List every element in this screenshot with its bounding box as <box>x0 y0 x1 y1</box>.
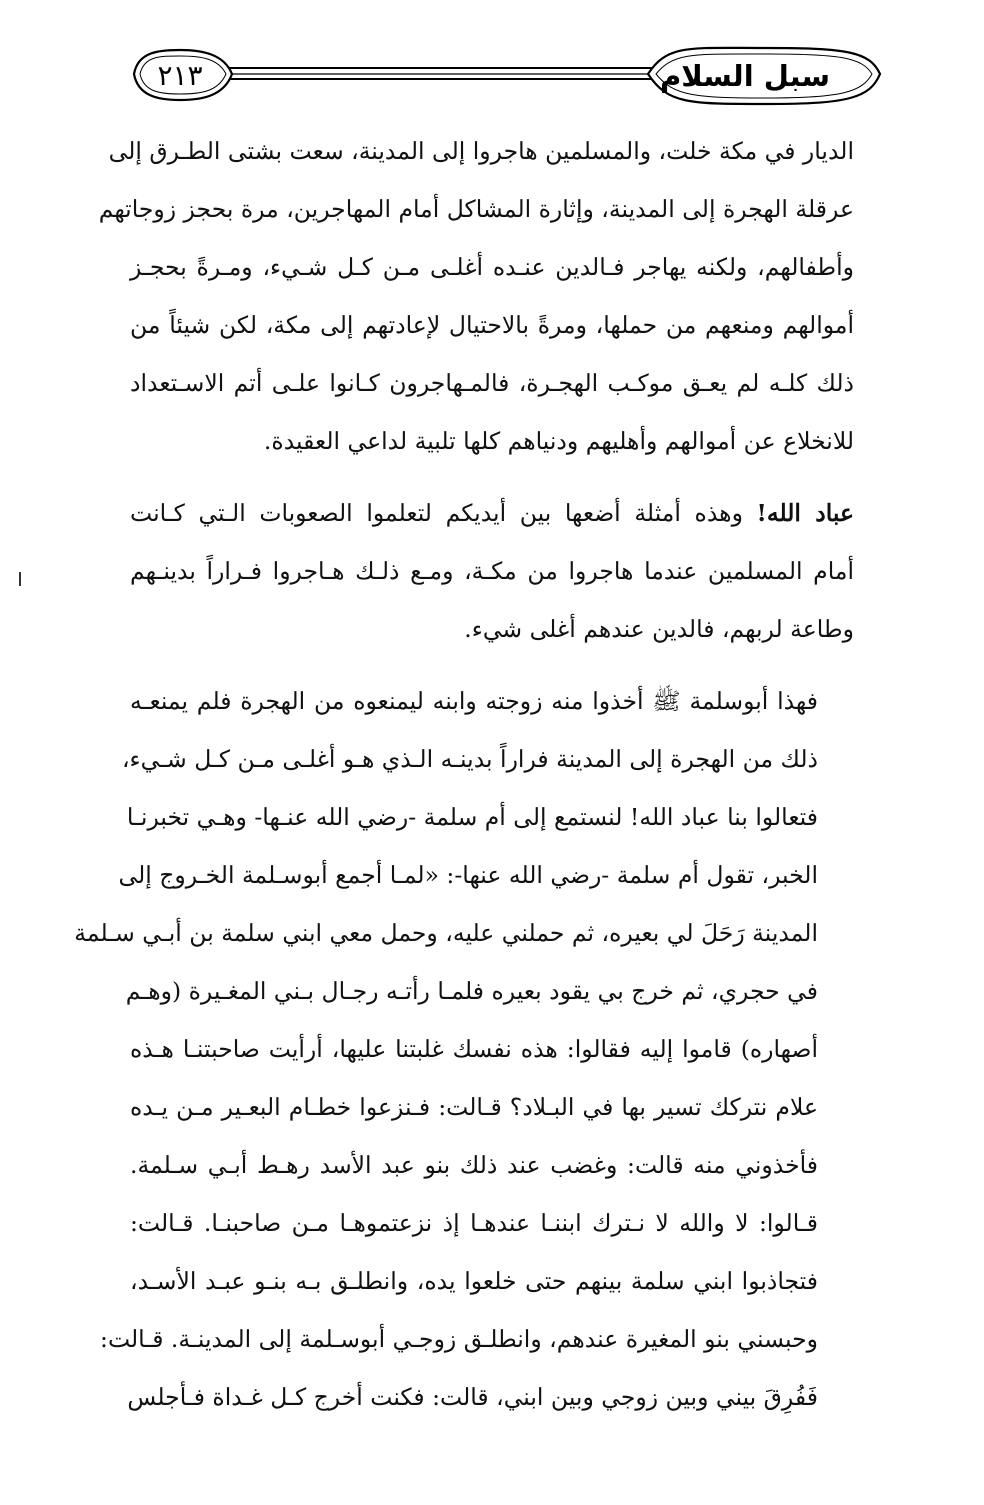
text-line <box>130 484 854 542</box>
text-line: فأخذوني منه قالت: وغضب عند ذلك بنو عبد الأسد رهـط أبـي سـلمة. <box>130 1151 818 1179</box>
text-line: أمام المسلمين عندما هاجروا من مكـة، ومـع ذلـك هـاجروا فـراراً بدينـهم <box>130 557 854 585</box>
text-line: فَفُرِقَ بيني وبين زوجي وبين ابني، قالت: فكنت أخرج كـل غـداة فـأجلس <box>127 1383 818 1411</box>
text-line: للانخلاع عن أموالهم وأهليهم ودنياهم كلها تلبية لداعي العقيدة. <box>263 427 854 455</box>
text-line: عرقلة الهجرة إلى المدينة، وإثارة المشاكل أمام المهاجرين، مرة بحجز زوجاتهم <box>98 195 854 223</box>
text-line-rest: وهذه أمثلة أضعها بين أيديكم لتعلموا الصعوبات الـتي كـانت <box>130 499 757 527</box>
page-header <box>128 38 892 116</box>
paragraph-3 <box>74 672 854 1426</box>
text-line: أصهاره) قاموا إليه فقالوا: هذه نفسك غلبتنا عليها، أرأيت صاحبتنـا هـذه <box>130 1035 818 1063</box>
text-line: في حجري، ثم خرج بي يقود بعيره فلمـا رأتـه رجـال بـني المغـيرة (وهـم <box>125 977 818 1005</box>
text-line: المدينة رَحَلَ لي بعيره، ثم حملني عليه، وحمل معي ابني سلمة بن أبـي سـلمة <box>74 919 818 947</box>
text-line: ذلك كلـه لم يعـق موكـب الهجـرة، فالمـهاجرون كـانوا علـى أتم الاسـتعداد <box>130 369 854 397</box>
text-line: أموالهم ومنعهم من حملها، ومرةً بالاحتيال لإعادتهم إلى مكة، لكن شيئاً من <box>130 311 854 339</box>
page-number: ٢١٣ <box>157 59 203 92</box>
text-line: الديار في مكة خلت، والمسلمين هاجروا إلى المدينة، سعت بشتى الطـرق إلى <box>108 137 854 165</box>
paragraph-1 <box>98 122 854 470</box>
text-line: فتعالوا بنا عباد الله! لنستمع إلى أم سلمة -رضي الله عنـها- وهـي تخبرنـا <box>126 803 818 831</box>
text-line: قـالوا: لا والله لا نـترك ابننـا عندهـا إذ نزعتموهـا مـن صاحبنـا. قـالت: <box>130 1209 818 1237</box>
body-text <box>74 122 854 1426</box>
text-line: ذلك من الهجرة إلى المدينة فراراً بدينـه الـذي هـو أغلـى مـن كـل شـيء، <box>121 745 818 773</box>
text-line: وطاعة لربهم، فالدين عندهم أغلى شيء. <box>464 615 854 643</box>
text-line: وحبسني بنو المغيرة عندهم، وانطلـق زوجـي أبوسـلمة إلى المدينـة. قـالت: <box>100 1325 818 1353</box>
text-line: علام نتركك تسير بها في البـلاد؟ قـالت: فـنزعوا خطـام البعـير مـن يـده <box>130 1093 818 1121</box>
text-line: الخبر، تقول أم سلمة -رضي الله عنها-: «لمـا أجمع أبوسـلمة الخـروج إلى <box>118 861 818 889</box>
running-title: سبل السلام <box>660 59 830 93</box>
paragraph-2 <box>130 484 854 658</box>
text-line: فهذا أبوسلمة ﷺ أخذوا منه زوجته وابنه ليمنعوه من الهجرة فلم يمنعـه <box>130 687 818 715</box>
text-line: وأطفالهم، ولكنه يهاجر فـالدين عنـده أغلـى مـن كـل شـيء، ومـرةً بحجـز <box>130 253 854 281</box>
bold-lead-phrase: عباد الله! <box>756 499 854 527</box>
text-line: فتجاذبوا ابني سلمة بينهم حتى خلعوا يده، وانطلـق بـه بنـو عبـد الأسـد، <box>130 1267 818 1295</box>
scan-mark <box>19 572 21 586</box>
